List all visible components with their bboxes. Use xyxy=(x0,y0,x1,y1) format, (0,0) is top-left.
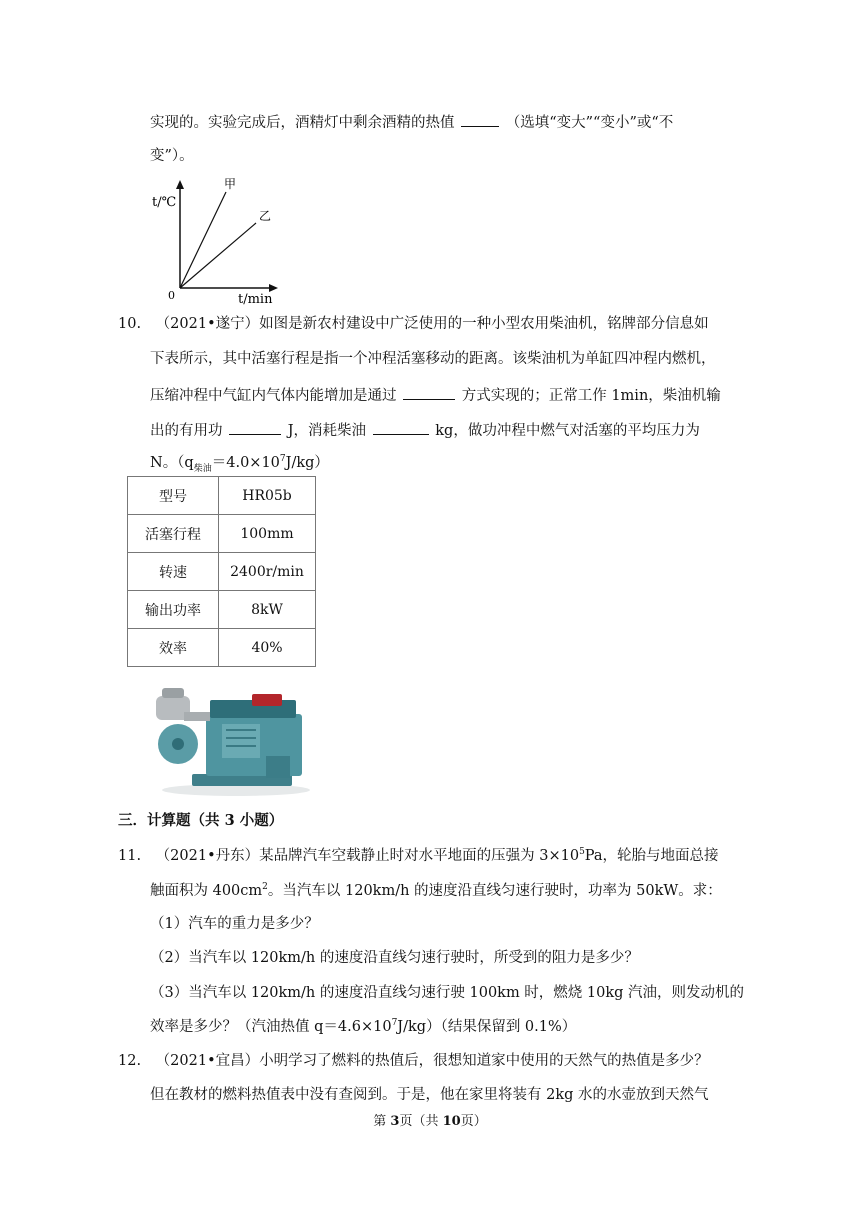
engine-spec-table xyxy=(127,476,316,667)
engine-pipe xyxy=(184,712,210,721)
engine-red-part xyxy=(252,694,282,706)
q10-text: 出的有用功 xyxy=(150,423,223,439)
q10-line-1 xyxy=(118,314,709,334)
q10-text: 压缩冲程中气缸内气体内能增加是通过 xyxy=(150,388,397,404)
footer-text: 页（共 xyxy=(399,1114,443,1129)
q10-answer-blank-1[interactable] xyxy=(403,384,455,400)
footer-text: 页） xyxy=(460,1114,487,1129)
graph-origin-label: 0 xyxy=(168,289,175,302)
graph-x-label: t/min xyxy=(238,292,273,305)
diesel-engine-image xyxy=(148,684,318,799)
q9-line-1 xyxy=(150,111,673,133)
table-row xyxy=(128,477,316,515)
q11-line-2 xyxy=(150,881,722,901)
engine-leg xyxy=(266,756,290,778)
q10-text: 方式实现的；正常工作 1min，柴油机输 xyxy=(461,388,721,404)
table-key-cell: 转速 xyxy=(128,553,219,591)
q11-text: （2021•丹东）某品牌汽车空载静止时对水平地面的压强为 3×10 xyxy=(155,848,580,864)
q10-answer-blank-2[interactable] xyxy=(229,419,281,435)
section-heading-text: 三．计算题（共 xyxy=(118,812,225,829)
q10-line-4 xyxy=(150,419,700,441)
graph-x-arrow xyxy=(269,284,278,292)
section-heading xyxy=(118,811,283,831)
footer-page-number: 3 xyxy=(390,1114,400,1129)
q10-text: （2021•遂宁）如图是新农村建设中广泛使用的一种小型农用柴油机，铭牌部分信息如 xyxy=(155,316,709,332)
q11-sub-3-line-2 xyxy=(150,1017,576,1037)
q11-superscript: 7 xyxy=(391,1018,398,1028)
q12-text: （2021•宜昌）小明学习了燃料的热值后，很想知道家中使用的天然气的热值是多少？ xyxy=(155,1053,709,1069)
q9-text: （选填“变大”“变小”或“不 xyxy=(505,115,674,131)
table-row xyxy=(128,515,316,553)
table-key-cell: 输出功率 xyxy=(128,591,219,629)
q10-subscript: 柴油 xyxy=(193,463,212,474)
q12-number: 12. xyxy=(118,1053,142,1069)
q10-number: 10. xyxy=(118,316,142,332)
engine-hub xyxy=(172,738,184,750)
engine-filter-top xyxy=(162,688,184,698)
table-key-cell: 型号 xyxy=(128,477,219,515)
q10-text: kg，做功冲程中燃气对活塞的平均压力为 xyxy=(435,423,700,439)
q11-number: 11. xyxy=(118,848,142,864)
q11-line-1 xyxy=(118,846,719,866)
q10-superscript: 7 xyxy=(279,454,286,464)
q11-sub-1: （1）汽车的重力是多少？ xyxy=(150,916,319,932)
q12-line-1 xyxy=(118,1051,709,1071)
section-heading-text: 小题） xyxy=(234,812,284,829)
q10-line-3 xyxy=(150,384,721,406)
graph-line-yi xyxy=(180,223,256,288)
table-value-cell: 100mm xyxy=(219,515,316,553)
q11-text: 触面积为 400cm xyxy=(150,883,263,899)
q11-sub-2: （2）当汽车以 120km/h 的速度沿直线匀速行驶时，所受到的阻力是多少？ xyxy=(150,950,639,966)
graph-line-jia-label: 甲 xyxy=(224,177,237,191)
footer-total-pages: 10 xyxy=(442,1114,461,1129)
q12-line-2: 但在教材的燃料热值表中没有查阅到。于是，他在家里将装有 2kg 水的水壶放到天然气 xyxy=(150,1087,709,1103)
graph-line-yi-label: 乙 xyxy=(259,209,272,223)
table-value-cell: HR05b xyxy=(219,477,316,515)
table-key-cell: 活塞行程 xyxy=(128,515,219,553)
q10-text: J/kg） xyxy=(285,455,329,471)
q11-superscript: 2 xyxy=(262,882,268,892)
graph-y-arrow xyxy=(176,180,184,189)
q11-text: 。当汽车以 120km/h 的速度沿直线匀速行驶时，功率为 50kW。求： xyxy=(267,883,722,899)
table-row xyxy=(128,591,316,629)
table-value-cell: 40% xyxy=(219,629,316,667)
q10-line-2: 下表所示，其中活塞行程是指一个冲程活塞移动的距离。该柴油机为单缸四冲程内燃机， xyxy=(150,351,716,367)
q9-answer-blank[interactable] xyxy=(461,111,499,127)
graph-y-label: t/℃ xyxy=(152,195,177,210)
q11-text: J/kg）（结果保留到 0.1%） xyxy=(397,1019,577,1035)
q10-text: ＝4.0×10 xyxy=(211,455,280,471)
table-key-cell: 效率 xyxy=(128,629,219,667)
page-footer xyxy=(0,1110,860,1129)
q9-line-2: 变”）。 xyxy=(150,148,194,164)
temperature-time-graph xyxy=(150,175,290,305)
q10-answer-blank-3[interactable] xyxy=(373,419,429,435)
section-heading-count: 3 xyxy=(224,812,235,829)
table-value-cell: 8kW xyxy=(219,591,316,629)
q10-text: N。（q xyxy=(150,455,194,471)
q11-text: 效率是多少？（汽油热值 q＝4.6×10 xyxy=(150,1019,392,1035)
table-row xyxy=(128,553,316,591)
footer-text: 第 xyxy=(373,1114,391,1129)
q10-text: J，消耗柴油 xyxy=(287,423,367,439)
table-value-cell: 2400r/min xyxy=(219,553,316,591)
q11-superscript: 5 xyxy=(579,847,585,857)
graph-line-jia xyxy=(180,192,226,288)
q11-sub-3-line-1: （3）当汽车以 120km/h 的速度沿直线匀速行驶 100km 时，燃烧 10kg 汽油，则发动机的 xyxy=(150,985,745,1001)
q10-line-5 xyxy=(150,453,329,473)
q11-text: Pa，轮胎与地面总接 xyxy=(584,848,719,864)
table-row xyxy=(128,629,316,667)
q9-text: 实现的。实验完成后，酒精灯中剩余酒精的热值 xyxy=(150,115,455,131)
